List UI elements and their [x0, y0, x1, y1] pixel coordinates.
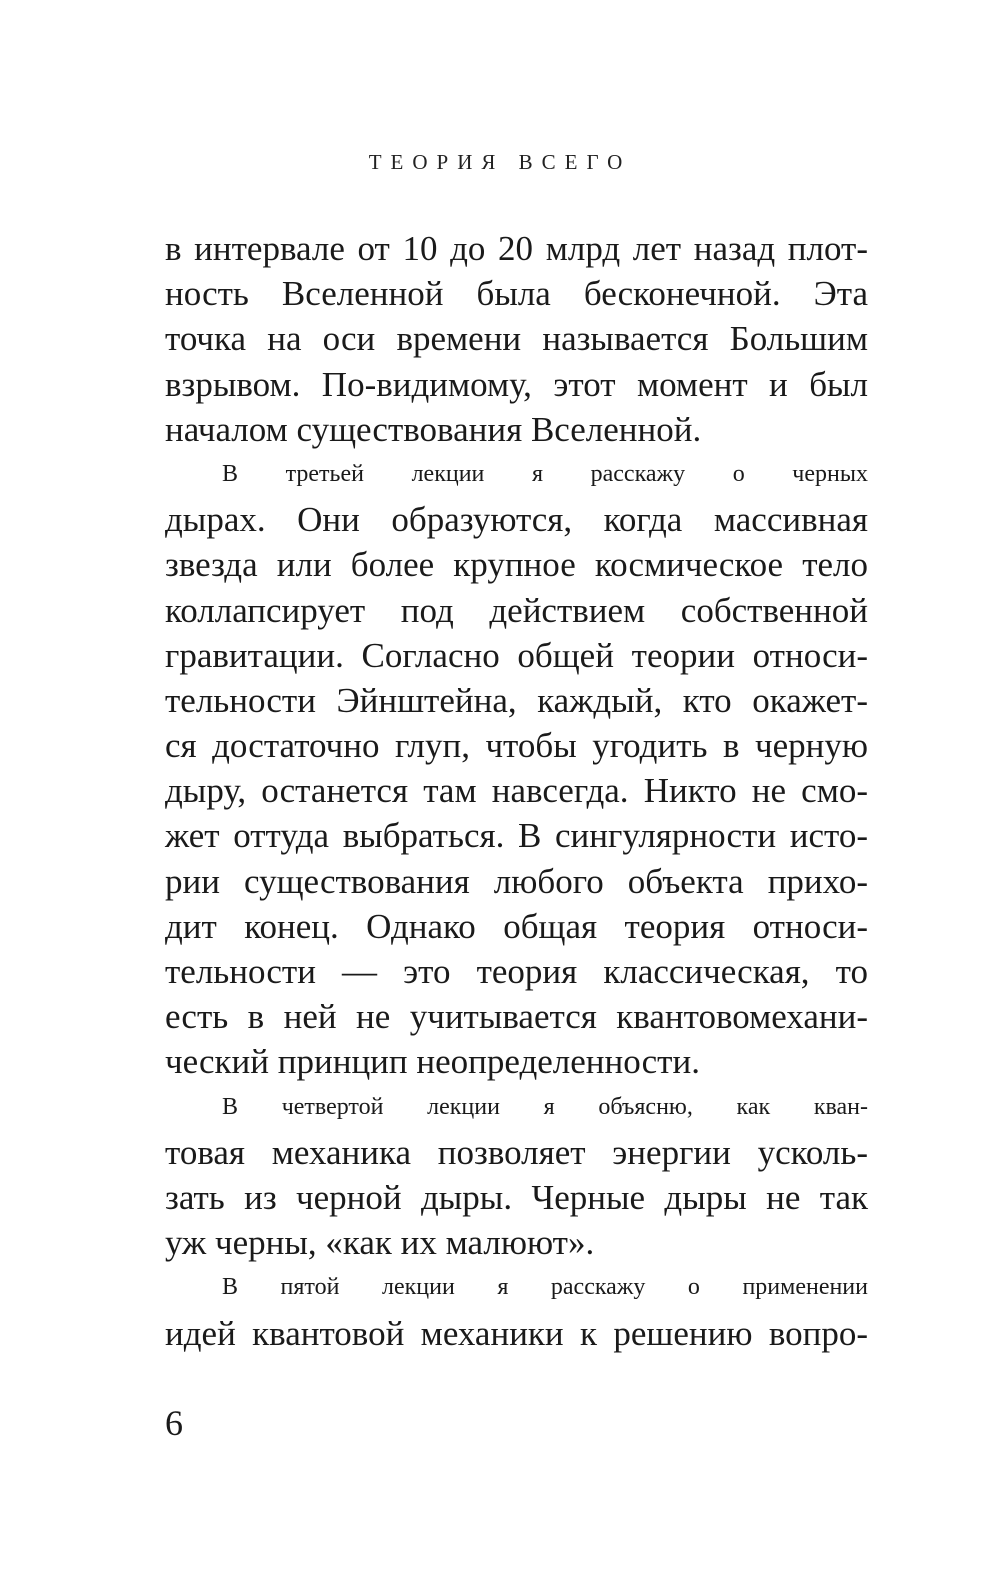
text-line: началом существования Вселенной. — [165, 409, 702, 449]
page-number: 6 — [165, 1403, 183, 1443]
paragraph — [165, 226, 868, 452]
text-line: В четвертой лекции я объясню, как кван- — [222, 1093, 868, 1120]
text-line: В пятой лекции я расскажу о применении — [222, 1274, 868, 1301]
text-line: дит конец. Однако общая теория относи- — [165, 906, 868, 946]
text-line: коллапсирует под действием собственной — [165, 590, 868, 630]
text-line: в интервале от 10 до 20 млрд лет назад плот- — [165, 229, 868, 268]
text-line: уж черны, «как их малюют». — [165, 1223, 595, 1263]
text-line: дыру, останется там навсегда. Никто не смо- — [165, 771, 868, 811]
text-line: тельности — это теория классическая, то — [165, 952, 868, 991]
text-line: есть в ней не учитывается квантовомехани- — [165, 997, 868, 1037]
paragraph — [165, 1085, 868, 1266]
paragraph — [165, 452, 868, 1085]
text-line: гравитации. Согласно общей теории относи- — [165, 635, 868, 675]
text-line: жет оттуда выбраться. В сингулярности исто- — [165, 816, 868, 856]
text-line: ность Вселенной была бесконечной. Эта — [165, 274, 868, 314]
text-line: зать из черной дыры. Черные дыры не так — [165, 1177, 868, 1217]
text-line: ся достаточно глуп, чтобы угодить в черную — [165, 726, 868, 766]
text-line: товая механика позволяет энергии усколь- — [165, 1132, 868, 1172]
text-line: В третьей лекции я расскажу о черных — [222, 460, 868, 487]
text-line: тельности Эйнштейна, каждый, кто окажет- — [165, 680, 868, 720]
text-line: точка на оси времени называется Большим — [165, 319, 868, 359]
text-line: ческий принцип неопределенности. — [165, 1042, 700, 1082]
running-head: ТЕОРИЯ ВСЕГО — [368, 150, 632, 174]
paragraph — [165, 1265, 868, 1355]
text-line: рии существования любого объекта прихо- — [165, 861, 868, 901]
text-line: идей квантовой механики к решению вопро- — [165, 1313, 868, 1353]
text-line: дырах. Они образуются, когда массивная — [165, 500, 868, 540]
body-text — [165, 226, 868, 1356]
text-line: взрывом. По-видимому, этот момент и был — [165, 364, 868, 404]
text-line: звезда или более крупное космическое тело — [165, 545, 868, 585]
